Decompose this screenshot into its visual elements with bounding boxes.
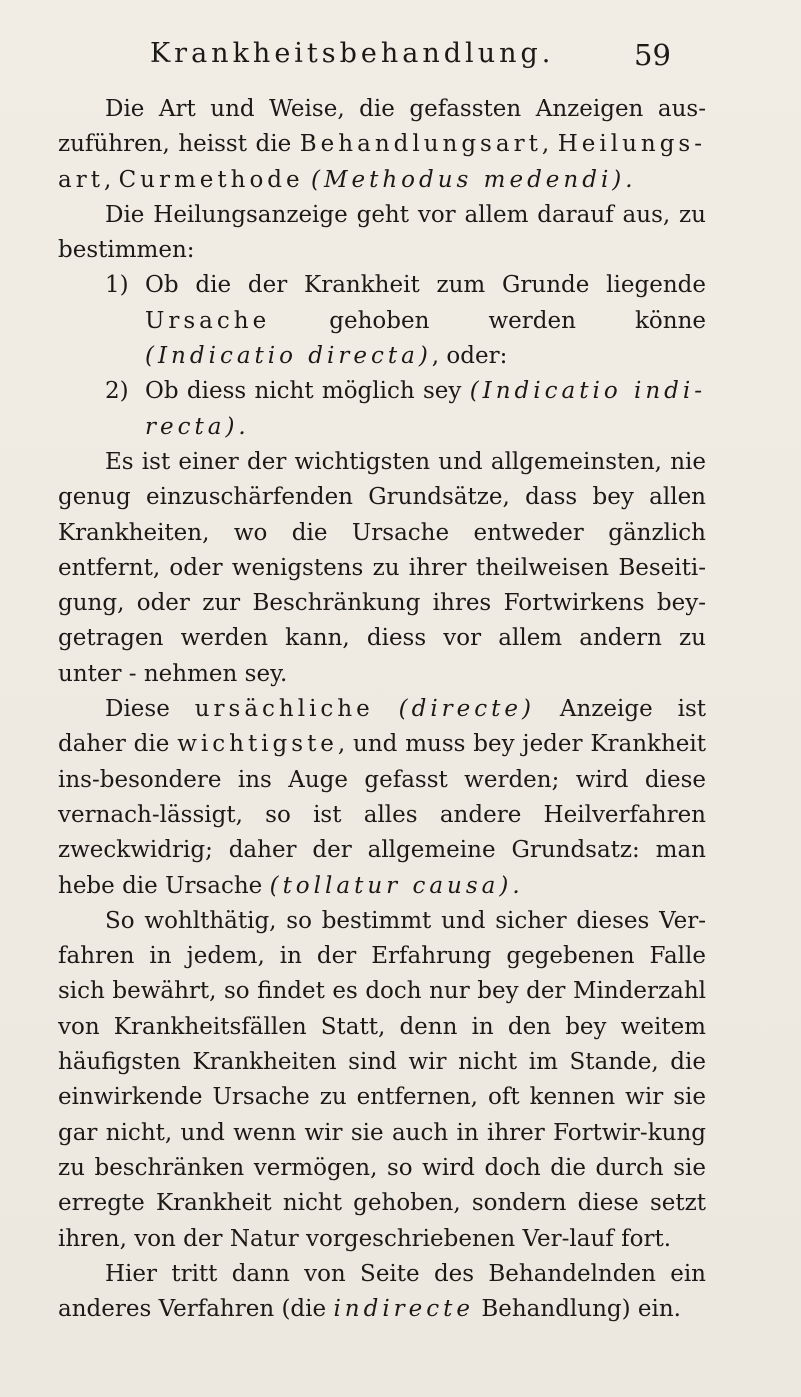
text-run: Ob die der Krankheit zum Grunde liegende <box>145 272 706 299</box>
running-title: Krankheitsbehandlung. <box>150 38 555 69</box>
latin-term: (tollatur causa). <box>269 872 524 899</box>
text-run: Hier tritt dann von Seite des Behandelnden ein anderes Verfahren (die <box>58 1260 706 1323</box>
latin-term: (Indicatio directa) <box>145 343 432 370</box>
paragraph-indirect-treatment <box>58 1257 706 1328</box>
text-run <box>374 696 399 722</box>
paragraph-healing-indication: Die Heilungsanzeige geht vor allem darauf aus, zu bestimmen: <box>58 201 706 264</box>
emphasized-term: ursächliche <box>194 696 374 723</box>
indication-list <box>58 268 706 444</box>
emphasized-term: wichtigste <box>177 731 338 758</box>
text-run: Ob diess nicht möglich sey <box>145 378 470 405</box>
list-item-indirect <box>105 374 706 445</box>
latin-term: (directe) <box>398 696 535 723</box>
list-number: 1) <box>105 272 129 299</box>
emphasized-term: Heilungs-art <box>58 131 707 193</box>
text-run: Behandlung) ein. <box>474 1296 681 1323</box>
latin-term: (Indicatio indi-recta). <box>145 378 706 440</box>
text-run: , <box>103 166 119 193</box>
text-run: Anzeige ist daher die <box>58 696 706 758</box>
paragraph-causal-indication <box>58 692 706 904</box>
paragraph-limits: So wohlthätig, so bestimmt und sicher dieses Ver-fahren in jedem, in der Erfahrung gegebenen Falle sich bewährt, so findet es doch nur bey der Minderzahl von Krankheitsfällen Statt, denn in den bey weitem häufigsten Krankheiten sind wir nicht im Stande, die einwirkende Ursache zu entfernen, oft kennen wir sie gar nicht, und wenn wir sie auch in ihrer Fortwir-kung zu beschränken vermögen, so wird doch die durch sie erregte Krankheit nicht gehoben, sondern diese setzt ihren, von der Natur vorgeschriebenen Ver-lauf fort. <box>58 907 706 1252</box>
paragraph-treatment-definition <box>58 92 706 198</box>
latin-term: (Methodus medendi). <box>310 166 637 193</box>
list-item-direct <box>105 268 706 374</box>
emphasized-term: Behandlungsart <box>299 131 542 158</box>
text-run: Die Art und Weise, die gefassten Anzeigen aus-zuführen, heisst die <box>58 96 706 158</box>
emphasized-term: Curmethode <box>118 166 304 193</box>
text-run: Diese <box>105 696 195 723</box>
latin-term: indirecte <box>333 1296 475 1323</box>
paragraph-principle: Es ist einer der wichtigsten und allgemeinsten, nie genug einzuschärfenden Grundsätze, dass bey allen Krankheiten, wo die Ursache entweder gänzlich entfernt, oder wenigstens zu ihrer theilweisen Beseiti-gung, oder zur Beschränkung ihres Fortwirkens bey-getragen werden kann, diess vor allem andern zu unter - nehmen sey. <box>58 448 706 687</box>
text-run: gehoben werden könne <box>270 307 706 334</box>
text-run: , <box>541 131 558 158</box>
body-text <box>58 92 706 1327</box>
text-run <box>304 167 311 193</box>
running-header <box>0 38 801 78</box>
page-number: 59 <box>634 38 671 72</box>
emphasized-term: Ursache <box>145 307 271 334</box>
list-number: 2) <box>105 378 129 405</box>
text-run: , oder: <box>431 343 508 370</box>
text-run: , und muss bey jeder Krankheit ins-besondere ins Auge gefasst werden; wird diese vernach-lässigt, so ist alles andere Heilverfahren zweckwidrig; daher der allgemeine Grundsatz: man hebe die Ursache <box>58 731 706 899</box>
